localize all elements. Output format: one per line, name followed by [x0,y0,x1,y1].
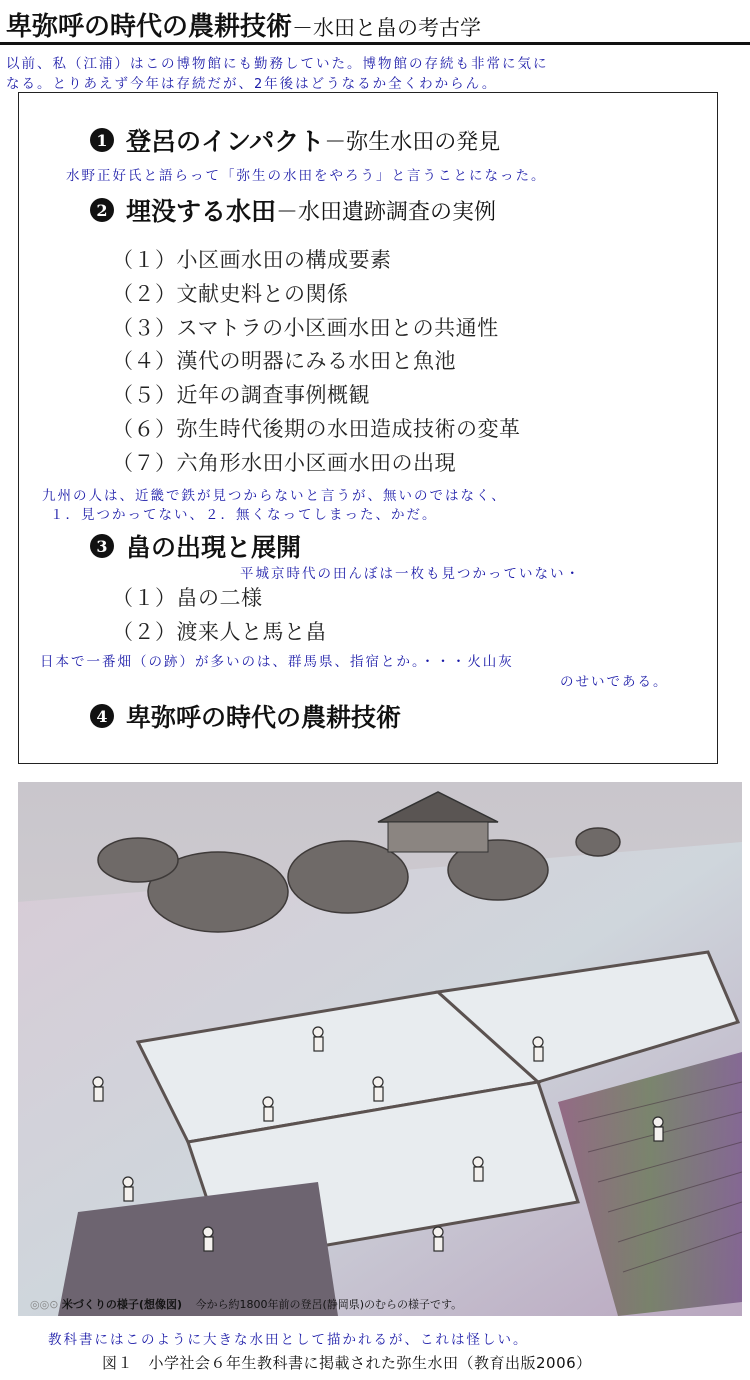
note-4b: のせいである。 [560,674,669,690]
list-item: （７）六角形水田小区画水田の出現 [112,451,456,475]
list-item: （１）小区画水田の構成要素 [112,248,392,272]
list-item: （１）畠の二様 [112,586,263,610]
section-number-1: 1 [90,128,114,152]
section-title-1: 登呂のインパクト [126,127,325,156]
section-heading-1 [90,122,500,158]
page-title-sub: －水田と畠の考古学 [292,16,482,40]
section-heading-3 [90,528,301,564]
section-heading-4 [90,698,401,734]
section-subtitle-2: －水田遺跡調査の実例 [276,199,497,225]
caption-title: 米づくりの様子(想像図) [61,1298,182,1311]
caption-marker-icon: ◎◎⊙ [30,1298,62,1311]
page-title-main: 卑弥呼の時代の農耕技術 [6,12,293,42]
illustration-caption [30,1296,462,1312]
illustration-drawing [18,782,742,1316]
paddy-field-illustration [18,782,742,1316]
section-title-2: 埋没する水田 [126,197,277,226]
list-item: （３）スマトラの小区画水田との共通性 [112,316,499,340]
section-subtitle-1: －弥生水田の発見 [324,129,501,155]
note-3: 平城京時代の田んぼは一枚も見つかっていない・ [240,566,581,582]
note-4a: 日本で一番畑（の跡）が多いのは、群馬県、指宿とか。・・・火山灰 [40,654,514,670]
list-item: （５）近年の調査事例概観 [112,383,370,407]
note-5: 教科書にはこのように大きな水田として描かれるが、これは怪しい。 [48,1332,529,1348]
figure-caption: 図１ 小学社会６年生教科書に掲載された弥生水田（教育出版2006） [102,1354,592,1372]
caption-text: 今から約1800年前の登呂(静岡県)のむらの様子です。 [195,1298,463,1311]
section-heading-2 [90,192,496,228]
section-number-3: 3 [90,534,114,558]
section-title-3: 畠の出現と展開 [126,533,302,562]
intro-line-1: 以前、私（江浦）はこの博物館にも勤務していた。博物館の存続も非常に気に [6,56,549,72]
page-title [6,6,481,43]
section-number-2: 2 [90,198,114,222]
section-number-4: 4 [90,704,114,728]
list-item: （６）弥生時代後期の水田造成技術の変革 [112,417,521,441]
note-2b: １．見つかってない、２．無くなってしまった、かだ。 [50,507,438,523]
title-rule [0,42,750,45]
list-item: （４）漢代の明器にみる水田と魚池 [112,349,456,373]
list-item: （２）渡来人と馬と畠 [112,620,327,644]
list-item: （２）文献史料との関係 [112,282,349,306]
section-title-4: 卑弥呼の時代の農耕技術 [126,703,402,732]
intro-line-2: なる。とりあえず今年は存続だが、2年後はどうなるか全くわからん。 [6,76,498,92]
note-2a: 九州の人は、近畿で鉄が見つからないと言うが、無いのではなく、 [42,488,507,504]
note-1: 水野正好氏と語らって「弥生の水田をやろう」と言うことになった。 [66,168,547,184]
